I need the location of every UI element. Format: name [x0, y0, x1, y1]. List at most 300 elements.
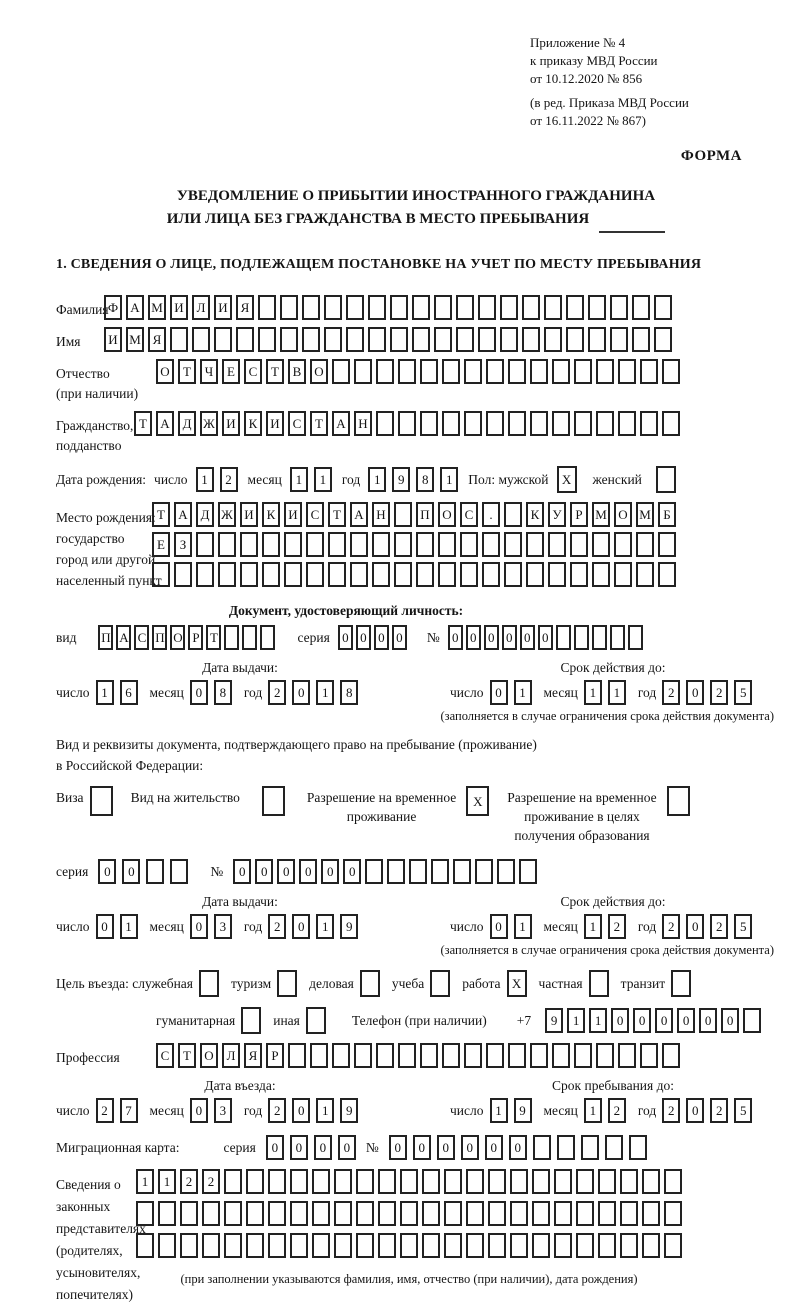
char-box[interactable] [464, 359, 482, 384]
char-box[interactable]: 2 [202, 1169, 220, 1194]
char-box[interactable] [544, 327, 562, 352]
char-box[interactable] [400, 1233, 418, 1258]
char-box[interactable]: И [104, 327, 122, 352]
char-box[interactable]: 2 [710, 1098, 728, 1123]
char-box[interactable] [592, 625, 607, 650]
char-box[interactable]: А [126, 295, 144, 320]
char-box[interactable]: 0 [392, 625, 407, 650]
char-box[interactable] [284, 532, 302, 557]
official-checkbox[interactable] [199, 970, 219, 997]
char-box[interactable] [664, 1169, 682, 1194]
char-box[interactable]: 0 [655, 1008, 673, 1033]
char-box[interactable]: Т [178, 1043, 196, 1068]
char-box[interactable]: И [214, 295, 232, 320]
humanitarian-checkbox[interactable] [241, 1007, 261, 1034]
temp-residence-checkbox[interactable]: X [466, 786, 489, 816]
char-box[interactable] [642, 1233, 660, 1258]
char-box[interactable]: Р [570, 502, 588, 527]
char-box[interactable]: 0 [338, 1135, 356, 1160]
char-box[interactable]: 2 [180, 1169, 198, 1194]
char-box[interactable] [486, 411, 504, 436]
char-box[interactable] [508, 359, 526, 384]
char-box[interactable]: М [126, 327, 144, 352]
char-box[interactable]: 2 [608, 914, 626, 939]
char-box[interactable] [290, 1201, 308, 1226]
char-box[interactable]: С [288, 411, 306, 436]
char-box[interactable] [438, 562, 456, 587]
char-box[interactable] [444, 1233, 462, 1258]
char-box[interactable] [581, 1135, 599, 1160]
char-box[interactable]: 0 [611, 1008, 629, 1033]
char-box[interactable]: 0 [461, 1135, 479, 1160]
char-box[interactable]: 1 [314, 467, 332, 492]
char-box[interactable] [554, 1169, 572, 1194]
char-box[interactable] [434, 327, 452, 352]
char-box[interactable]: 0 [374, 625, 389, 650]
char-box[interactable]: Т [178, 359, 196, 384]
char-box[interactable] [312, 1233, 330, 1258]
char-box[interactable]: И [266, 411, 284, 436]
char-box[interactable] [324, 327, 342, 352]
char-box[interactable] [664, 1201, 682, 1226]
char-box[interactable]: 1 [136, 1169, 154, 1194]
char-box[interactable] [387, 859, 405, 884]
char-box[interactable] [268, 1169, 286, 1194]
char-box[interactable] [464, 411, 482, 436]
char-box[interactable] [596, 1043, 614, 1068]
char-box[interactable]: С [460, 502, 478, 527]
temp-residence-education-checkbox[interactable] [667, 786, 690, 816]
char-box[interactable]: 2 [268, 1098, 286, 1123]
char-box[interactable] [224, 1201, 242, 1226]
char-box[interactable]: 1 [440, 467, 458, 492]
char-box[interactable] [368, 295, 386, 320]
char-box[interactable] [662, 359, 680, 384]
char-box[interactable]: 2 [662, 1098, 680, 1123]
char-box[interactable]: Ж [200, 411, 218, 436]
char-box[interactable] [224, 1233, 242, 1258]
char-box[interactable]: 0 [122, 859, 140, 884]
char-box[interactable]: Т [134, 411, 152, 436]
char-box[interactable] [640, 1043, 658, 1068]
char-box[interactable]: Е [152, 532, 170, 557]
char-box[interactable]: 0 [484, 625, 499, 650]
char-box[interactable] [610, 295, 628, 320]
char-box[interactable]: 0 [485, 1135, 503, 1160]
char-box[interactable] [268, 1201, 286, 1226]
char-box[interactable]: А [116, 625, 131, 650]
char-box[interactable] [218, 532, 236, 557]
char-box[interactable] [552, 1043, 570, 1068]
char-box[interactable] [548, 562, 566, 587]
char-box[interactable] [218, 562, 236, 587]
char-box[interactable] [636, 562, 654, 587]
study-checkbox[interactable] [430, 970, 450, 997]
char-box[interactable] [444, 1201, 462, 1226]
char-box[interactable] [486, 1043, 504, 1068]
char-box[interactable] [246, 1169, 264, 1194]
char-box[interactable]: 1 [490, 1098, 508, 1123]
char-box[interactable]: 2 [710, 680, 728, 705]
char-box[interactable] [170, 327, 188, 352]
char-box[interactable]: 0 [721, 1008, 739, 1033]
char-box[interactable]: 1 [316, 680, 334, 705]
char-box[interactable] [743, 1008, 761, 1033]
char-box[interactable] [378, 1169, 396, 1194]
char-box[interactable]: 0 [437, 1135, 455, 1160]
char-box[interactable]: 0 [321, 859, 339, 884]
char-box[interactable] [346, 327, 364, 352]
char-box[interactable] [618, 359, 636, 384]
char-box[interactable] [658, 532, 676, 557]
char-box[interactable] [136, 1201, 154, 1226]
char-box[interactable] [372, 532, 390, 557]
char-box[interactable]: Л [222, 1043, 240, 1068]
char-box[interactable]: О [156, 359, 174, 384]
char-box[interactable] [552, 359, 570, 384]
char-box[interactable]: П [152, 625, 167, 650]
char-box[interactable] [497, 859, 515, 884]
char-box[interactable] [328, 562, 346, 587]
char-box[interactable]: А [156, 411, 174, 436]
residence-permit-checkbox[interactable] [262, 786, 285, 816]
char-box[interactable]: 2 [608, 1098, 626, 1123]
char-box[interactable] [356, 1169, 374, 1194]
char-box[interactable] [280, 295, 298, 320]
char-box[interactable] [258, 327, 276, 352]
char-box[interactable] [466, 1201, 484, 1226]
char-box[interactable]: 0 [502, 625, 517, 650]
char-box[interactable]: 0 [96, 914, 114, 939]
char-box[interactable] [262, 562, 280, 587]
char-box[interactable] [466, 1233, 484, 1258]
char-box[interactable]: 0 [190, 914, 208, 939]
char-box[interactable] [508, 411, 526, 436]
char-box[interactable] [306, 562, 324, 587]
char-box[interactable]: 9 [340, 914, 358, 939]
char-box[interactable]: Т [310, 411, 328, 436]
char-box[interactable] [434, 295, 452, 320]
char-box[interactable] [456, 295, 474, 320]
char-box[interactable]: 0 [677, 1008, 695, 1033]
char-box[interactable] [420, 1043, 438, 1068]
char-box[interactable]: 7 [120, 1098, 138, 1123]
char-box[interactable]: 0 [190, 680, 208, 705]
char-box[interactable] [556, 625, 571, 650]
char-box[interactable] [574, 411, 592, 436]
transit-checkbox[interactable] [671, 970, 691, 997]
char-box[interactable] [610, 327, 628, 352]
char-box[interactable] [202, 1201, 220, 1226]
char-box[interactable] [398, 359, 416, 384]
char-box[interactable] [598, 1233, 616, 1258]
char-box[interactable] [654, 327, 672, 352]
char-box[interactable] [196, 562, 214, 587]
char-box[interactable] [592, 562, 610, 587]
char-box[interactable]: 3 [214, 914, 232, 939]
char-box[interactable]: Е [222, 359, 240, 384]
char-box[interactable] [532, 1201, 550, 1226]
char-box[interactable] [662, 411, 680, 436]
char-box[interactable] [214, 327, 232, 352]
char-box[interactable] [510, 1169, 528, 1194]
char-box[interactable] [530, 359, 548, 384]
char-box[interactable]: 2 [220, 467, 238, 492]
char-box[interactable] [488, 1169, 506, 1194]
char-box[interactable]: 0 [509, 1135, 527, 1160]
char-box[interactable] [312, 1201, 330, 1226]
char-box[interactable] [576, 1201, 594, 1226]
char-box[interactable]: П [98, 625, 113, 650]
char-box[interactable]: . [482, 502, 500, 527]
char-box[interactable] [258, 295, 276, 320]
char-box[interactable] [598, 1201, 616, 1226]
char-box[interactable] [236, 327, 254, 352]
char-box[interactable]: 1 [514, 914, 532, 939]
char-box[interactable] [390, 295, 408, 320]
char-box[interactable] [180, 1201, 198, 1226]
char-box[interactable] [576, 1233, 594, 1258]
char-box[interactable] [464, 1043, 482, 1068]
char-box[interactable] [302, 327, 320, 352]
char-box[interactable]: 0 [490, 680, 508, 705]
char-box[interactable]: 8 [340, 680, 358, 705]
char-box[interactable] [334, 1233, 352, 1258]
char-box[interactable]: Я [236, 295, 254, 320]
char-box[interactable] [158, 1201, 176, 1226]
char-box[interactable] [284, 562, 302, 587]
char-box[interactable]: О [614, 502, 632, 527]
char-box[interactable] [146, 859, 164, 884]
char-box[interactable]: 1 [196, 467, 214, 492]
char-box[interactable] [224, 1169, 242, 1194]
char-box[interactable] [306, 532, 324, 557]
char-box[interactable] [620, 1169, 638, 1194]
char-box[interactable] [334, 1201, 352, 1226]
char-box[interactable]: Ч [200, 359, 218, 384]
char-box[interactable]: Н [354, 411, 372, 436]
char-box[interactable] [642, 1169, 660, 1194]
char-box[interactable] [614, 562, 632, 587]
work-checkbox[interactable]: X [507, 970, 527, 997]
male-checkbox[interactable]: X [557, 466, 577, 493]
char-box[interactable]: 0 [266, 1135, 284, 1160]
char-box[interactable]: К [526, 502, 544, 527]
char-box[interactable] [456, 327, 474, 352]
char-box[interactable]: 0 [686, 680, 704, 705]
char-box[interactable] [566, 327, 584, 352]
char-box[interactable]: О [310, 359, 328, 384]
char-box[interactable] [242, 625, 257, 650]
char-box[interactable] [658, 562, 676, 587]
char-box[interactable] [532, 1233, 550, 1258]
char-box[interactable] [412, 327, 430, 352]
char-box[interactable]: 0 [538, 625, 553, 650]
char-box[interactable] [526, 532, 544, 557]
char-box[interactable]: 0 [699, 1008, 717, 1033]
char-box[interactable] [365, 859, 383, 884]
char-box[interactable]: 0 [98, 859, 116, 884]
char-box[interactable] [628, 625, 643, 650]
char-box[interactable]: 0 [255, 859, 273, 884]
char-box[interactable]: З [174, 532, 192, 557]
char-box[interactable]: М [592, 502, 610, 527]
char-box[interactable]: 0 [686, 1098, 704, 1123]
char-box[interactable] [598, 1169, 616, 1194]
char-box[interactable]: 0 [233, 859, 251, 884]
char-box[interactable] [354, 359, 372, 384]
char-box[interactable] [152, 562, 170, 587]
char-box[interactable] [409, 859, 427, 884]
char-box[interactable]: Т [152, 502, 170, 527]
other-checkbox[interactable] [306, 1007, 326, 1034]
char-box[interactable]: О [438, 502, 456, 527]
char-box[interactable] [453, 859, 471, 884]
char-box[interactable]: 0 [686, 914, 704, 939]
char-box[interactable] [662, 1043, 680, 1068]
char-box[interactable] [412, 295, 430, 320]
char-box[interactable] [260, 625, 275, 650]
char-box[interactable] [356, 1233, 374, 1258]
char-box[interactable] [288, 1043, 306, 1068]
char-box[interactable] [420, 411, 438, 436]
char-box[interactable] [328, 532, 346, 557]
char-box[interactable] [350, 562, 368, 587]
char-box[interactable]: К [262, 502, 280, 527]
char-box[interactable]: 1 [316, 914, 334, 939]
char-box[interactable]: 2 [662, 680, 680, 705]
char-box[interactable] [486, 359, 504, 384]
char-box[interactable]: 0 [190, 1098, 208, 1123]
char-box[interactable]: 1 [158, 1169, 176, 1194]
char-box[interactable] [504, 562, 522, 587]
char-box[interactable]: 1 [584, 914, 602, 939]
char-box[interactable]: 1 [316, 1098, 334, 1123]
char-box[interactable]: М [148, 295, 166, 320]
char-box[interactable] [310, 1043, 328, 1068]
char-box[interactable]: 8 [214, 680, 232, 705]
char-box[interactable] [610, 625, 625, 650]
visa-checkbox[interactable] [90, 786, 113, 816]
char-box[interactable]: С [156, 1043, 174, 1068]
char-box[interactable] [268, 1233, 286, 1258]
char-box[interactable] [618, 1043, 636, 1068]
char-box[interactable]: 0 [466, 625, 481, 650]
char-box[interactable]: 5 [734, 1098, 752, 1123]
char-box[interactable]: 0 [299, 859, 317, 884]
char-box[interactable] [398, 1043, 416, 1068]
char-box[interactable] [416, 532, 434, 557]
char-box[interactable] [398, 411, 416, 436]
char-box[interactable] [475, 859, 493, 884]
char-box[interactable]: 2 [710, 914, 728, 939]
char-box[interactable] [400, 1169, 418, 1194]
char-box[interactable]: 5 [734, 680, 752, 705]
char-box[interactable] [180, 1233, 198, 1258]
char-box[interactable] [500, 295, 518, 320]
char-box[interactable]: С [244, 359, 262, 384]
char-box[interactable] [422, 1201, 440, 1226]
char-box[interactable] [346, 295, 364, 320]
char-box[interactable] [466, 1169, 484, 1194]
char-box[interactable] [442, 359, 460, 384]
char-box[interactable]: Ж [218, 502, 236, 527]
char-box[interactable]: 9 [514, 1098, 532, 1123]
char-box[interactable] [460, 562, 478, 587]
char-box[interactable]: О [170, 625, 185, 650]
char-box[interactable] [504, 532, 522, 557]
char-box[interactable] [202, 1233, 220, 1258]
char-box[interactable] [488, 1201, 506, 1226]
char-box[interactable]: Д [178, 411, 196, 436]
char-box[interactable] [576, 1169, 594, 1194]
char-box[interactable]: 8 [416, 467, 434, 492]
char-box[interactable] [246, 1201, 264, 1226]
char-box[interactable]: И [222, 411, 240, 436]
char-box[interactable]: Д [196, 502, 214, 527]
char-box[interactable]: 1 [368, 467, 386, 492]
char-box[interactable] [420, 359, 438, 384]
char-box[interactable]: Л [192, 295, 210, 320]
char-box[interactable] [570, 562, 588, 587]
char-box[interactable]: 2 [268, 914, 286, 939]
char-box[interactable]: 9 [545, 1008, 563, 1033]
char-box[interactable]: 0 [290, 1135, 308, 1160]
char-box[interactable]: Р [266, 1043, 284, 1068]
char-box[interactable] [174, 562, 192, 587]
char-box[interactable]: 2 [662, 914, 680, 939]
char-box[interactable]: 0 [292, 680, 310, 705]
char-box[interactable]: Н [372, 502, 390, 527]
char-box[interactable] [240, 562, 258, 587]
char-box[interactable]: 6 [120, 680, 138, 705]
char-box[interactable]: Б [658, 502, 676, 527]
char-box[interactable]: 5 [734, 914, 752, 939]
char-box[interactable]: 1 [567, 1008, 585, 1033]
char-box[interactable] [442, 411, 460, 436]
char-box[interactable]: 0 [277, 859, 295, 884]
char-box[interactable]: Т [266, 359, 284, 384]
char-box[interactable] [324, 295, 342, 320]
tourism-checkbox[interactable] [277, 970, 297, 997]
char-box[interactable] [350, 532, 368, 557]
char-box[interactable] [554, 1233, 572, 1258]
char-box[interactable]: 1 [96, 680, 114, 705]
char-box[interactable] [394, 562, 412, 587]
char-box[interactable] [620, 1233, 638, 1258]
char-box[interactable] [618, 411, 636, 436]
char-box[interactable]: 0 [292, 1098, 310, 1123]
char-box[interactable]: 2 [96, 1098, 114, 1123]
char-box[interactable]: А [174, 502, 192, 527]
char-box[interactable] [632, 327, 650, 352]
char-box[interactable] [482, 532, 500, 557]
char-box[interactable]: 0 [490, 914, 508, 939]
char-box[interactable] [376, 1043, 394, 1068]
char-box[interactable] [530, 1043, 548, 1068]
char-box[interactable]: С [134, 625, 149, 650]
char-box[interactable] [552, 411, 570, 436]
char-box[interactable]: 2 [268, 680, 286, 705]
char-box[interactable] [422, 1169, 440, 1194]
char-box[interactable] [504, 502, 522, 527]
char-box[interactable]: И [284, 502, 302, 527]
char-box[interactable] [510, 1233, 528, 1258]
char-box[interactable] [544, 295, 562, 320]
char-box[interactable]: 0 [413, 1135, 431, 1160]
char-box[interactable] [431, 859, 449, 884]
char-box[interactable] [510, 1201, 528, 1226]
